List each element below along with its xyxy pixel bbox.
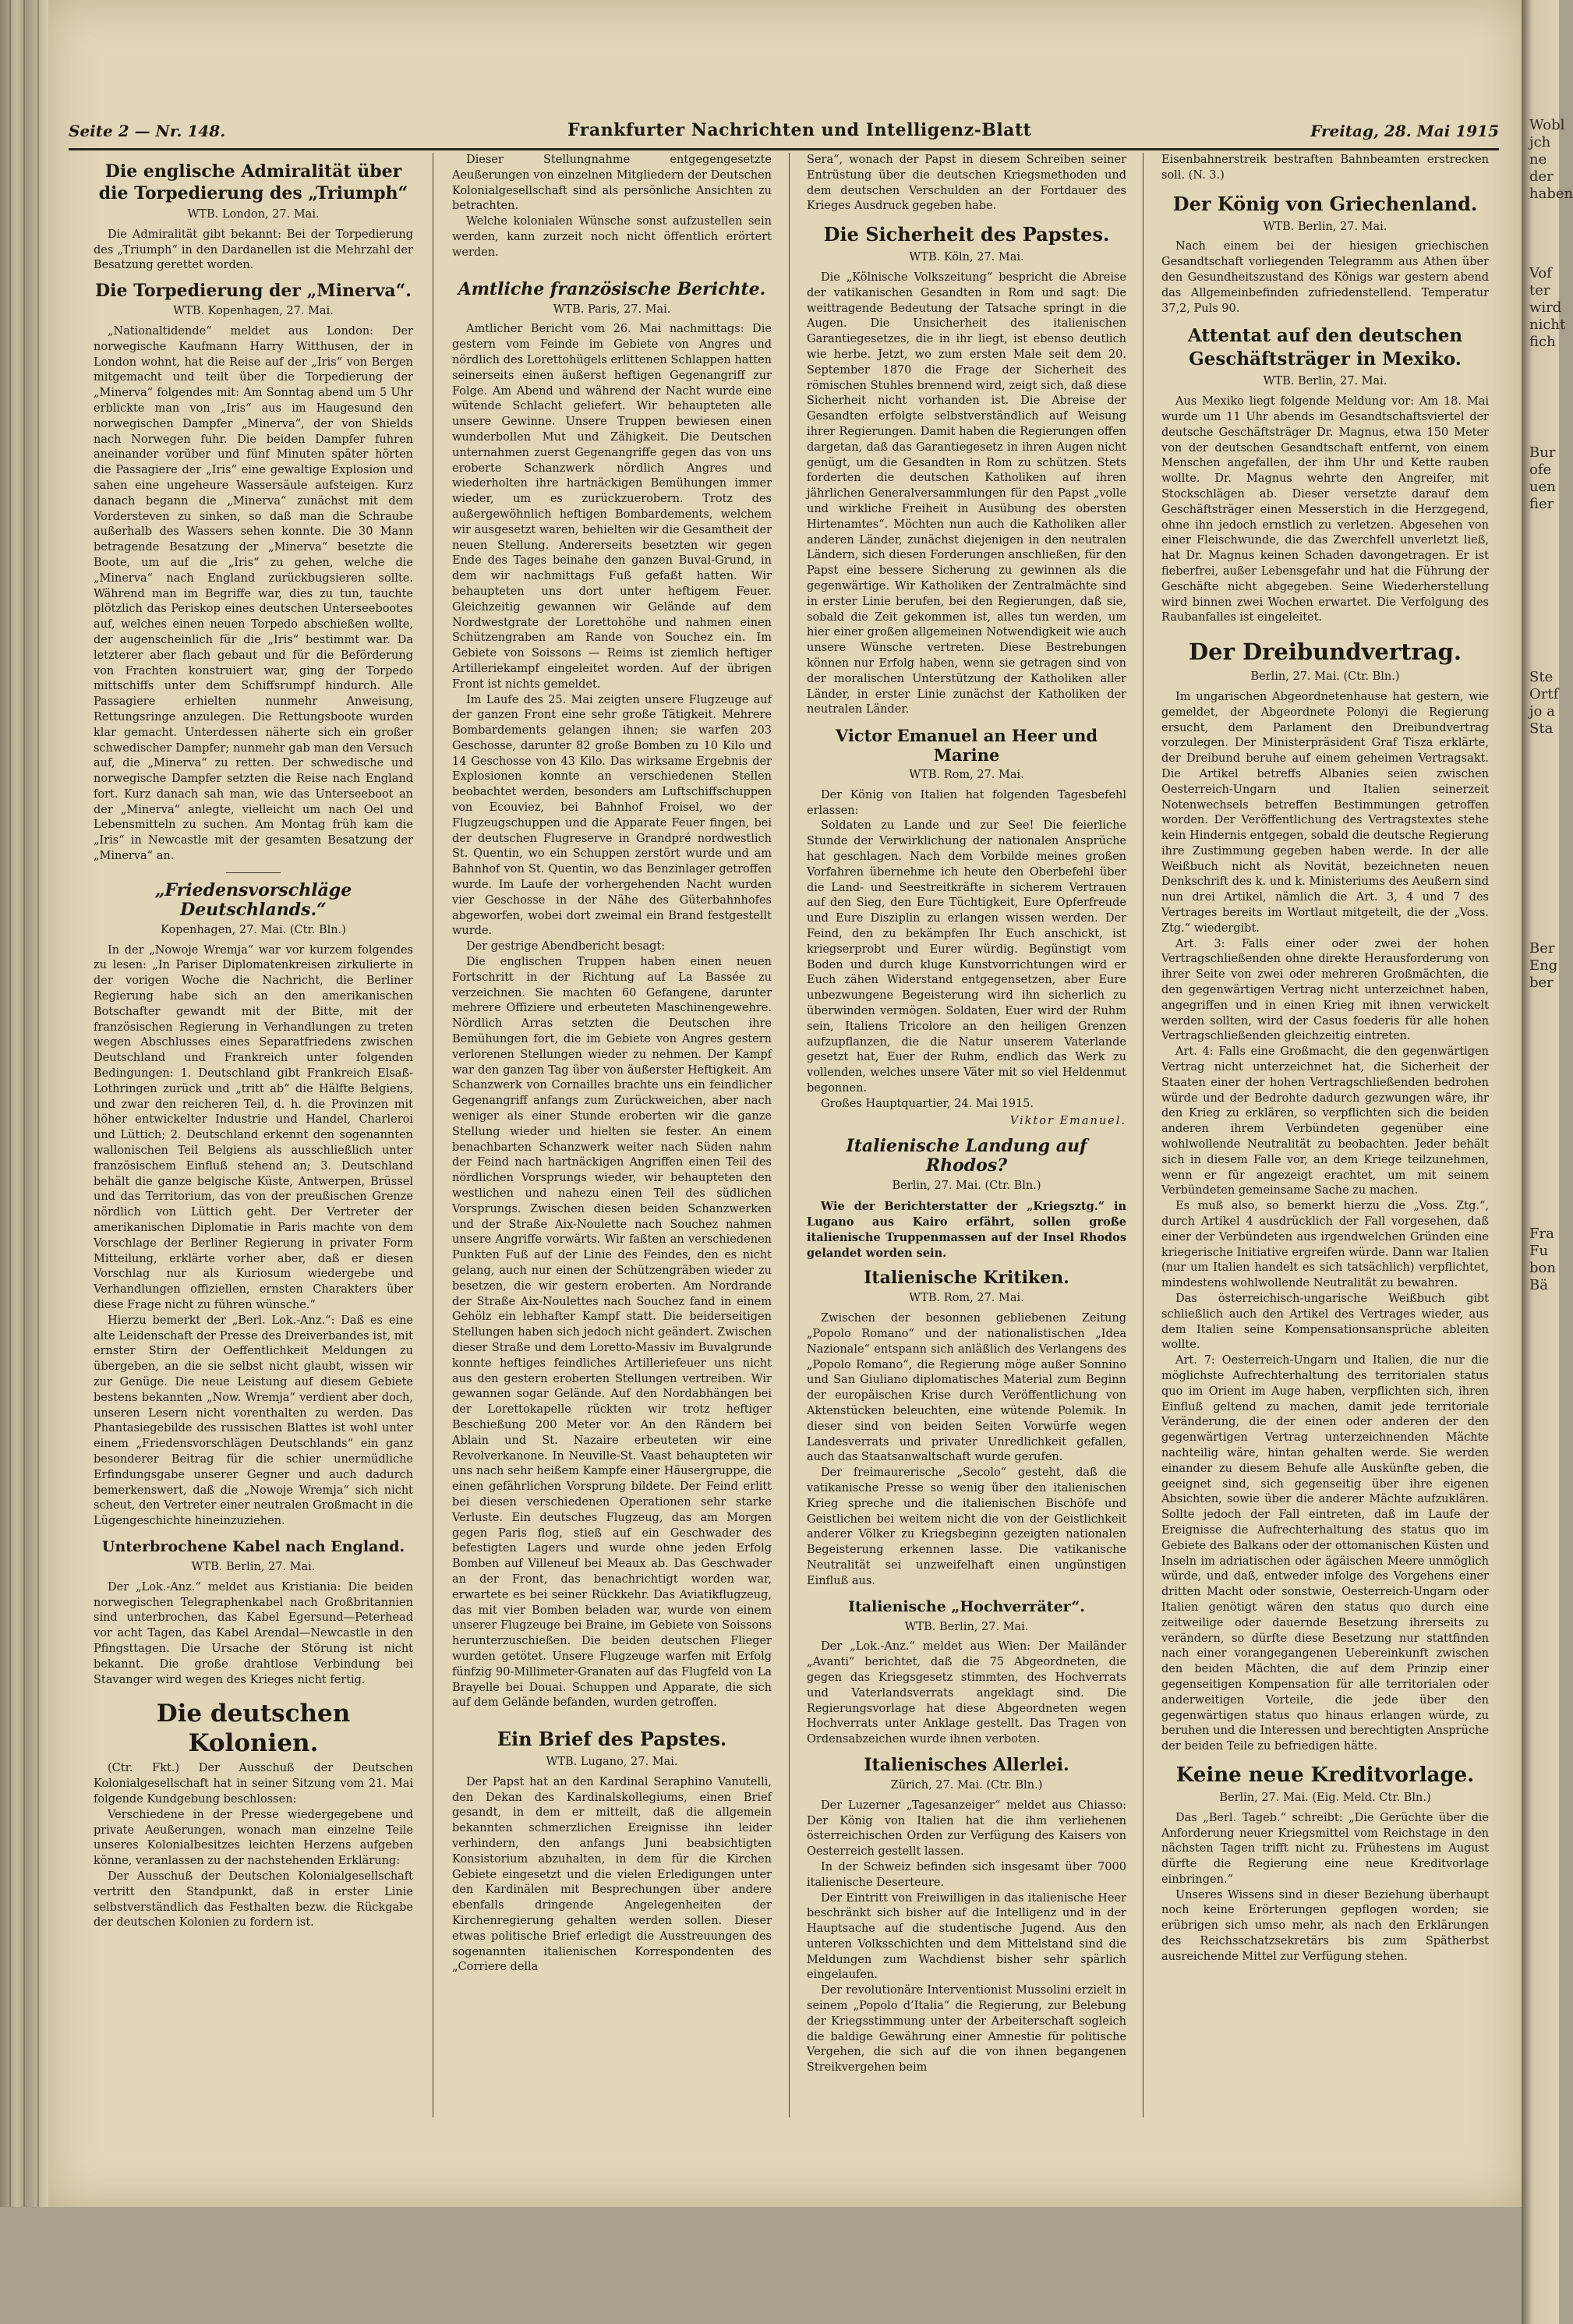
- dateline: Berlin, 27. Mai. (Ctr. Bln.): [892, 1180, 1041, 1193]
- dateline: WTB. Rom, 27. Mai.: [909, 1292, 1024, 1305]
- binding-edge: [37, 0, 39, 2207]
- next-page-fragment: Ste: [1529, 669, 1554, 685]
- column-1: [94, 153, 413, 2114]
- article-paragraph: (Ctr. Fkt.) Der Ausschuß der Deutschen Kolonialgesellschaft hat in seiner Sitzung vom 21. Mai folgende Kundgebung beschlossen:: [94, 1762, 413, 1806]
- column-3: [807, 153, 1126, 2114]
- article-paragraph: Es muß also, so bemerkt hierzu die „Voss. Ztg.“, durch Artikel 4 ausdrücklich der Fall vorgesehen, daß einer der Verbündeten aus irgendwelchen Gründen eine kriegerische Initiative ergreifen würde. Dann war Italien (nur um Italien handelt es sich tatsächlich) verpflichtet, mindestens wohlwollende Neutralität zu bewahren.: [1161, 1200, 1489, 1290]
- headline: Ein Brief des Papstes.: [497, 1728, 727, 1751]
- dateline: WTB. Rom, 27. Mai.: [909, 769, 1024, 782]
- article-paragraph: Der gestrige Abendbericht besagt:: [466, 940, 666, 953]
- next-page-fragment: jo a: [1529, 703, 1555, 720]
- article-paragraph: Sera“, wonach der Papst in diesem Schreiben seiner Entrüstung über die deutschen Kriegsmethoden und dem deutschen Verschulden an der Fortdauer des Krieges Ausdruck gegeben habe.: [807, 154, 1126, 213]
- article-paragraph: Der Ausschuß der Deutschen Kolonialgesellschaft vertritt den Standpunkt, daß in erster Linie selbstverständlich das Festhalten bezw. die Rückgabe der deutschen Kolonien zu fordern ist.: [94, 1869, 413, 1930]
- article-paragraph: Im Laufe des 25. Mai zeigten unsere Flugzeuge auf der ganzen Front eine sehr große Tätigkeit. Mehrere Bombardements gelangen ihnen; sie warfen 203 Geschosse, darunter 82 große Bomben zu 10 Kilo und 14 Geschosse von 43 Kilo. Das wirksame Ergebnis der Explosionen konnte an verschiedenen Stellen beobachtet werden, besonders am Luftschiffschuppen von Ecouviez, bei Bahnhof Froisel, wo der Flugzeugschuppen und die Apparate Feuer fingen, bei der deutschen Flugreserve in Grandpré nordwestlich St. Quentin, wo ein Schuppen zerstört wurde und am Bahnhof von St. Quentin, wo das Benzinlager getroffen wurde. Im Laufe der vorhergehenden Nacht wurden vier Geschosse in der Nähe des Güterbahnhofes abgeworfen, wobei dort zweimal ein Brand festgestellt wurde.: [452, 693, 772, 938]
- article-paragraph: Amtlicher Bericht vom 26. Mai nachmittags: Die gestern vom Feinde im Gebiete von Angres und nördlich des Lorettohügels erlittenen Schlappen hatten seinerseits einen äußerst heftigen Gegenangriff zur Folge. Am Abend und während der Nacht wurde eine wütende Schlacht geliefert. Wir behaupteten alle unsere Gewinne. Unsere Truppen bewiesen einen wunderbollen Mut und Zähigkeit. Die Deutschen unternahmen zuerst Gegenangriffe gegen das von uns eroberte Schanzwerk nördlich Angres und wiederholten ihre hartnäckigen Bemühungen immer wieder, um es zurückzuerobern. Trotz des außergewöhnlich heftigen Bombardements, welchem wir ausgesetzt waren, behielten wir die Gesamtheit der neuen Stellung. Andererseits besetzten wir gegen Ende des Tages beinahe den ganzen Buval-Grund, in dem wir nachmittags Fuß gefaßt hatten. Wir behaupteten uns dort unter heftigem Feuer. Gleichzeitig gewannen wir Gelände auf dem Nordwestgrate der Lorettohöhe und nahmen einen Schützengraben am Rande von Souchez ein. Im Gebiete von Soissons — Reims ist ziemlich heftiger Artilleriekampf eingeleitet worden. Auf der übrigen Front ist nichts gemeldet.: [452, 323, 772, 691]
- article-paragraph: Zwischen der besonnen gebliebenen Zeitung „Popolo Romano“ und der nationalistischen „Idea Nazionale“ entspann sich anläßlich des Verlangens des „Popolo Romano“, die Regierung möge außer Sonnino und San Giuliano diplomatisches Material zum Beginn der europäischen Krise durch Veröffentlichung von Aktenstücken beleuchten, eine wütende Polemik. In dieser sind von beiden Seiten Vorwürfe wegen Landesverrats und privater Unredlichkeit gefallen, auch das Staatsanwaltschaft wurde gerufen.: [807, 1312, 1126, 1464]
- dateline: WTB. Kopenhagen, 27. Mai.: [173, 305, 334, 318]
- dateline: WTB. Berlin, 27. Mai.: [191, 1560, 316, 1573]
- headline: Italienische „Hochverräter“.: [848, 1597, 1085, 1615]
- article-paragraph: Nach einem bei der hiesigen griechischen Gesandtschaft vorliegenden Telegramm aus Athen über den Gesundheitszustand des Königs war gestern abend das Allgemeinbefinden zufriedenstellend. Temperatur 37,2, Puls 90.: [1161, 240, 1489, 315]
- next-page-fragment: haben: [1529, 186, 1573, 202]
- article-paragraph: Der König von Italien hat folgenden Tagesbefehl erlassen:: [807, 788, 1126, 817]
- dateline: Berlin, 27. Mai. (Ctr. Bln.): [1250, 670, 1400, 684]
- article-paragraph: In der „Nowoje Wremja“ war vor kurzem folgendes zu lesen: „In Pariser Diplomatenkreisen zirkulierte in der vorigen Woche die Nachricht, die Berliner Regierung habe sich an den amerikanischen Botschafter gewandt mit der Bitte, mit der französischen Regierung in Verhandlungen zu treten wegen Abschlusses eines Separatfriedens zwischen Deutschland und Frankreich unter folgenden Bedingungen: 1. Deutschland gibt Frankreich Elsaß-Lothringen zurück und „tritt ab“ die Hälfte Belgiens, und zwar den reicheren Teil, d. h. die Provinzen mit höher entwickelter Industrie und Handel, Charleroi und Lüttich; 2. Deutschland erkennt den sogenannten wallonischen Teil Belgiens als ausschließlich unter französischem Einfluß stehend an; 3. Deutschland behält die ganze belgische Küste, Antwerpen, Brüssel und das Territorium, das von der preußischen Grenze nördlich von Lüttich geht. Der Vertreter der amerikanischen Diplomatie in Paris machte von dem Vorschlage der Berliner Regierung in privater Form Mitteilung, erklärte vorher aber, daß er diesen Vorschlag nur als Kuriosum wiedergebe und Verhandlungen offiziellen, ernsten Charakters über diese Frage nicht zu führen wünsche.“: [94, 943, 413, 1311]
- article-paragraph: Soldaten zu Lande und zur See! Die feierliche Stunde der Verwirklichung der nationalen Ansprüche hat geschlagen. Nach dem Vorbilde meines großen Vorfahren übernehme ich heute den Oberbefehl über die Land- und Seestreitkräfte in sicherem Vertrauen auf den Sieg, den Eure Tüchtigkeit, Eure Opferfreude und Eure Disziplin zu erlangen wissen werden. Der Feind, den zu bekämpfen Ihr Euch anschickt, ist kriegserprobt und Eurer würdig. Begünstigt vom Boden und durch kluge Kunstvorrichtungen wird er Euch zähen Widerstand entgegensetzen, aber Eure unbezwungene Begeisterung wird ihn sicherlich zu überwinden vermögen. Soldaten, Euer wird der Ruhm sein, Italiens Tricolore an den heiligen Grenzen aufzupflanzen, die die Natur unserem Vaterlande gesetzt hat, Euer der Ruhm, endlich das Werk zu vollenden, welches unsere Väter mit so viel Heldenmut begonnen.: [807, 819, 1126, 1095]
- dateline: WTB. Berlin, 27. Mai.: [904, 1620, 1029, 1633]
- next-page-fragment: wird: [1529, 299, 1562, 316]
- article-paragraph: Das „Berl. Tageb.“ schreibt: „Die Gerüchte über die Anforderung neuer Kriegsmittel vom Reichstage in den nächsten Tagen trifft nicht zu. Frühestens im August dürfte die Regierung eine neue Kreditvorlage einbringen.“: [1161, 1811, 1489, 1886]
- masthead: [69, 117, 1499, 150]
- next-page-fragment: nicht: [1529, 317, 1566, 333]
- article-paragraph: Unseres Wissens sind in dieser Beziehung überhaupt noch keine Erörterungen gepflogen worden; sie erübrigen sich umso mehr, als nach den Erklärungen des Reichsschatzsekretärs bis zum Spätherbst ausreichende Mittel zur Verfügung stehen.: [1161, 1888, 1489, 1963]
- article-paragraph: Der Papst hat an den Kardinal Seraphino Vanutelli, den Dekan des Kardinalskollegiums, einen Brief gesandt, in dem er mitteilt, daß die allgemein bekannten schmerzlichen Ereignisse ihn leider verhindern, den anfangs Juni beabsichtigten Konsistorium abzuhalten, in dem für die Kirchen Gebiete eingesetzt und die vielen Erledigungen unter den Kardinälen mit Besprechungen über andere ebenfalls dringende Angelegenheiten der Kirchenregierung gehalten werden sollen. Dieser etwas politische Brief erledigt die Ausstreuungen des sogenannten italienischen Korrespondenten des „Corriere della: [452, 1775, 772, 1974]
- next-page-fragment: bon: [1529, 1260, 1556, 1276]
- column-rule: [789, 153, 790, 2117]
- article-paragraph: Aus Mexiko liegt folgende Meldung vor: Am 18. Mai wurde um 11 Uhr abends im Gesandtschaftsviertel der deutsche Geschäftsträger Dr. Magnus, etwa 150 Meter von der deutschen Gesandtschaft entfernt, von einem Menschen angefallen, der ihm Uhr und Kette rauben wollte. Dr. Magnus wehrte den Angreifer, mit Stockschlägen ab. Dieser versetzte darauf dem Geschäftsträger einen Messerstich in die Herzgegend, ohne ihn jedoch ernstlich zu verletzen. Abgesehen von einer Fleischwunde, die das Zwerchfell unverletzt ließ, hat Dr. Magnus keinen Schaden davongetragen. Er ist fieberfrei, außer Lebensgefahr und hat die Führung der Geschäfte nicht abgegeben. Seine Wiederherstellung wird binnen zwei Wochen erwartet. Die Verfolgung des Raubanfalles ist eingeleitet.: [1161, 395, 1489, 624]
- dateline: WTB. Lugano, 27. Mai.: [546, 1756, 678, 1769]
- column-4: [1161, 153, 1489, 2114]
- article-paragraph: Hierzu bemerkt der „Berl. Lok.-Anz.“: Daß es eine alte Leidenschaft der Presse des Dreiverbandes ist, mit ernster Stirn der Oeffentlichkeit Meldungen zu übergeben, an die sie selbst nicht glaubt, wissen wir zur Genüge. Die neue Leistung auf diesem Gebiete bestens bekannten „Now. Wremja“ verdient aber doch, unseren Lesern nicht vorenthalten zu werden. Das Phantasiegebilde des russischen Blattes ist wohl unter einem „Friedensvorschlägen Deutschlands“ ein ganz besonderer Beitrag für die schier unermüdliche Erfindungsgabe unserer Gegner und auch dadurch bemerkenswert, daß die „Nowoje Wremja“ sich nicht scheut, den Vertreter einer neutralen Großmacht in die Lügengeschichte hineinzuziehen.: [94, 1314, 413, 1528]
- next-page-fragment: Sta: [1529, 720, 1554, 737]
- headline: Attentat auf den deutschen Geschäftsträger in Mexiko.: [1187, 325, 1463, 370]
- article-paragraph: Der „Lok.-Anz.“ meldet aus Wien: Der Mailänder „Avanti“ berichtet, daß die 75 Abgeordneten, die gegen das Kriegsgesetz stimmten, des Hochverrats und Vaterlandsverrats angeklagt sind. Die Regierungsvorlage hat diese Abgeordneten wegen Hochverrats unter Anklage gestellt. Das Tragen von Ordensabzeichen wurde ihnen verboten.: [807, 1640, 1126, 1746]
- column-2: [452, 153, 772, 2114]
- newspaper-title: Frankfurter Nachrichten und Intelligenz-Blatt: [567, 120, 1032, 140]
- article-paragraph: Art. 7: Oesterreich-Ungarn und Italien, die nur die möglichste Aufrechterhaltung des territorialen status quo im Orient im Auge haben, verpflichten sich, ihren Einfluß geltend zu machen, damit jede territoriale Veränderung, die der einen oder anderen der den gegenwärtigen Vertrag unterzeichnenden Mächte nachteilig wäre, hintan gehalten werde. Sie werden einander zu diesem Behufe alle Auskünfte geben, die geeignet sind, sich gegenseitig über ihre eigenen Absichten, sowie über die anderer Mächte aufzuklären. Sollte jedoch der Fall eintreten, daß im Laufe der Ereignisse die Aufrechterhaltung des status quo im Gebiete des Balkans oder der ottomanischen Küsten und Inseln im adriatischen oder ägäischen Meere unmöglich würde, und daß, entweder infolge des Vorgehens einer dritten Macht oder sonstwie, Oesterreich-Ungarn oder Italien genötigt wären den status quo durch eine zeitweilige oder dauernde Besetzung ihrerseits zu verändern, so dürfte diese Besetzung nur stattfinden nach einer vorangegangenen Uebereinkunft zwischen den beiden Mächten, die auf dem Prinzip einer gegenseitigen Kompensation für alle territorialen oder anderweitigen Vorteile, die jede über den gegenwärtigen status quo hinaus erlangen würde, zu beruhen und die Interessen und berechtigten Ansprüche der beiden Teile zu befriedigen hätte.: [1161, 1354, 1489, 1753]
- article-paragraph: Die Admiralität gibt bekannt: Bei der Torpedierung des „Triumph“ in den Dardanellen ist die Mehrzahl der Besatzung gerettet worden.: [94, 228, 413, 272]
- article-paragraph: Die englischen Truppen haben einen neuen Fortschritt in der Richtung auf La Bassée zu verzeichnen. Sie machten 60 Gefangene, darunter mehrere Offiziere und erbeuteten Maschinengewehre. Nördlich Arras setzten die Deutschen ihre Bemühungen fort, die im Gebiete von Angres gestern verlorenen Stellungen wieder zu nehmen. Der Kampf war den ganzen Tag über von äußerster Heftigkeit. Am Schanzwerk von Cornailles brachte uns ein feindlicher Gegenangriff anfangs zum Zurückweichen, aber nach weniger als einer Stunde eroberten wir die ganze Stellung wieder und hielten sie fester. An einem benachbarten Schanzwerk weiter nach Süden nahm der Feind nach hartnäckigen Angriffen einen Teil des nördlichen Vorsprungs wieder, wir behaupteten den westlichen und nahezu einen Teil des südlichen Vorsprungs. Zwischen diesen beiden Schanzwerken und der Straße Aix-Noulette nach Souchez nahmen unsere Angriffe vorwärts. Wir faßten an verschiedenen Punkten Fuß auf der Linie des Feindes, den es nicht gelang, auch nur einen der Schützengräben wieder zu besetzen, die wir gestern eroberten. Am Nordrande der Straße Aix-Noulettes nach Souchez fand in einem Gehölz ein lebhafter Kampf statt. Die beiderseitigen Stellungen haben sich jedoch nicht geändert. Zwischen dieser Straße und dem Loretto-Massiv im Buvalgrunde konnte heftiges feindliches Artilleriefeuer uns nicht aus den gestern eroberten Stellungen vertreiben. Wir gewannen sogar Gelände. Auf den Nordabhängen bei der Lorettokapelle rückten wir trotz heftiger Beschießung 200 Meter vor. An den Rändern bei Ablain und St. Nazaire erbeuteten wir eine Revolverkanone. In Neuville-St. Vaast behaupteten wir uns nach sehr heißem Kampfe einer Häusergruppe, die einen gefährlichen Vorsprung bildete. Der Feind erlitt bei diesen verschiedenen Operationen sehr starke Verluste. Ein deutsches Flugzeug, das am Morgen gegen Paris flog, stieß auf ein Geschwader des befestigten Lagers und wurde ohne jeden Erfolg Bomben auf Villeneuf bei Meaux ab. Das Geschwader an der Front, das benachrichtigt worden war, erwartete es bei seiner Rückkehr. Das Aviatikflugzeug, das mit vier Bomben beladen war, wurde von einem unserer Flugzeuge bei Braine, im Gebiete von Soissons herunterzuschießen. Die beiden deutschen Flieger wurden getötet. Unsere Flugzeuge warfen mit Erfolg fünfzig 90-Millimeter-Granaten auf das Flugfeld von La Brayelle bei Douai. Schuppen und Apparate, die sich auf dem Gelände befanden, wurden getroffen.: [452, 956, 772, 1710]
- next-page-fragment: Fra: [1529, 1226, 1554, 1242]
- article-paragraph: Der freimaurerische „Secolo“ gesteht, daß die vatikanische Presse so wenig über den italienischen Krieg spreche und die italienischen Bischöfe und Geistlichen bei weitem nicht die von der Geistlichkeit anderer Völker zu Kriegsbeginn gezeigten nationalen Begeisterung erkennen lasse. Die vatikanische Neutralität sei unzweifelhaft einen ungünstigen Einfluß aus.: [807, 1466, 1126, 1587]
- article-paragraph: Dieser Stellungnahme entgegengesetzte Aeußerungen von einzelnen Mitgliedern der Deutschen Kolonialgesellschaft sind als persönliche Ansichten zu betrachten.: [452, 154, 772, 213]
- next-page-fragment: ne: [1529, 151, 1547, 168]
- article-paragraph: „Nationaltidende“ meldet aus London: Der norwegische Kaufmann Harry Witthusen, der in London wohnt, hat die Reise auf der „Iris“ von Bergen mitgemacht und teilt über die Torpedierung der „Minerva“ folgendes mit: Am Sonntag abend um 5 Uhr erblickte man von „Iris“ aus im Haugesund den norwegischen Dampfer „Minerva“, der von Shields nach Norwegen fuhr. Die beiden Dampfer fuhren aneinander vorüber und fünf Minuten später hörten die Passagiere der „Iris“ eine gewaltige Explosion und sahen eine ungeheure Wassersäule aufsteigen. Kurz danach begann die „Minerva“ zunächst mit dem Vordersteven zu sinken, so daß man die Schraube außerhalb des Wassers sehen konnte. Die 30 Mann betragende Besatzung der „Minerva“ besetzte die Boote, um auf die „Iris“ zu gehen, welche die „Minerva“ nach England zurückbugsieren sollte. Während man im Begriffe war, dies zu tun, tauchte plötzlich das Periskop eines deutschen Unterseebootes auf, welches einen neuen Torpedo abschießen wollte, der augenscheinlich für die „Iris“ bestimmt war. Da letzterer aber flach gebaut und für die Beförderung von Frachten konstruiert war, ging der Torpedo mittschiffs unter dem Schiffsrumpf hindurch. Alle Passagiere erhielten nunmehr Anweisung, Rettungsringe anzulegen. Die Rettungsboote wurden klar gemacht. Unterdessen näherte sich ein großer schwedischer Dampfer; nunmehr gab man den Versuch auf, die „Minerva“ zu retten. Der schwedische und norwegische Dampfer setzten die Reise nach England fort. Kurz danach sah man, wie das Unterseeboot an der „Minerva“ anlegte, vielleicht um nach Oel und Lebensmitteln zu suchen. Am Montag früh kam die „Iris“ in Newcastle mit der gesamten Besatzung der „Minerva“ an.: [94, 324, 413, 863]
- dateline: Kopenhagen, 27. Mai. (Ctr. Bln.): [161, 923, 346, 936]
- dateline: WTB. Berlin, 27. Mai.: [1263, 220, 1387, 233]
- next-page-fragment: fich: [1529, 334, 1556, 350]
- next-page-fragment: Eng: [1529, 957, 1558, 974]
- article-paragraph: Großes Hauptquartier, 24. Mai 1915.: [821, 1097, 1034, 1110]
- next-page-fragment: ter: [1529, 282, 1550, 299]
- headline: „Friedensvorschläge Deutschlands.“: [154, 879, 352, 920]
- next-page-fragment: ofe: [1529, 462, 1552, 478]
- headline: Die Torpedierung der „Minerva“.: [95, 281, 412, 302]
- next-page-fragment: Wobl: [1529, 117, 1565, 133]
- article-paragraph: Wie der Berichterstatter der „Kriegsztg.“ in Lugano aus Kairo erfährt, sollen große italienische Truppenmassen auf der Insel Rhodos gelandet worden sein.: [807, 1200, 1126, 1260]
- next-page-fragment: Fu: [1529, 1243, 1549, 1259]
- issue-date: Freitag, 28. Mai 1915: [1310, 122, 1499, 140]
- signature: Viktor Emanuel.: [1009, 1114, 1126, 1127]
- article-paragraph: Verschiedene in der Presse wiedergegebene und private Aeußerungen, wonach man einzelne Teile unseres Kolonialbesitzes leichten Herzens aufgeben könne, veranlassen zu der nachstehenden Erklärung:: [94, 1808, 413, 1868]
- headline: Der König von Griechenland.: [1172, 192, 1478, 215]
- headline: Die Sicherheit des Papstes.: [823, 223, 1110, 246]
- dateline: WTB. London, 27. Mai.: [187, 208, 320, 221]
- next-page-fragment: der: [1529, 168, 1554, 185]
- headline: Italienisches Allerlei.: [864, 1754, 1069, 1775]
- next-page-fragment: jch: [1529, 134, 1551, 150]
- next-page-fragment: fier: [1529, 496, 1554, 512]
- headline: Keine neue Kreditvorlage.: [1175, 1763, 1475, 1787]
- page-number: Seite 2 — Nr. 148.: [69, 122, 226, 140]
- article-paragraph: Der „Lok.-Anz.“ meldet aus Kristiania: Die beiden norwegischen Telegraphenkabel nach Großbritannien sind unterbrochen, das Kabel Egersund—Peterhead vor acht Tagen, das Kabel Arendal—Newcastle in den Pfingsttagen. Die Ursache der Störung ist nicht bekannt. Die große drahtlose Verbindung bei Stavanger wird wegen des Krieges nicht fertig.: [94, 1580, 413, 1686]
- headline: Victor Emanuel an Heer und Marine: [835, 726, 1098, 766]
- article-separator: [226, 872, 281, 873]
- binding-edge: [23, 0, 25, 2207]
- article-paragraph: Die „Kölnische Volkszeitung“ bespricht die Abreise der vatikanischen Gesandten in Rom und sagt: Die weittragende Bedeutung der Tatsache springt in die Augen. Die Unsicherheit des italienischen Garantiegesetzes, die in ihr liegt, ist ebenso deutlich wie herbe. Jetzt, wo zum ersten Male seit dem 20. September 1870 die Frage der Sicherheit des römischen Stuhles brennend wird, zeigt sich, daß diese Sicherheit nicht vorhanden ist. Die Abreise der Gesandten erfolgte selbstverständlich auf Weisung ihrer Regierungen. Damit haben die Regierungen offen dargetan, daß das Garantiegesetz in ihren Augen nicht genügt, um die Gesandten in Rom zu schützen. Stets forderten die deutschen Katholiken auf ihren jährlichen Generalversammlungen für den Papst „volle und wirkliche Freiheit in Ausübung des obersten Hirtenamtes“. Möchten nun auch die Katholiken aller anderen Länder, zunächst diejenigen in den neutralen Ländern, sich diesen Forderungen anschließen, für den Papst eine bessere Sicherung zu gewinnen als die gegenwärtige. Wir Katholiken der Zentralmächte sind in erster Linie berufen, bei den Regierungen, daß sie, sobald die Zeit gekommen ist, alles tun werden, um hier einer großen allgemeinen Notwendigkeit wie auch unsere Wünsche vertreten. Diese Bestrebungen können nur Erfolg haben, wenn sie getragen sind von der moralischen Unterstützung der Katholiken aller Länder, in erster Linie zunächst der Katholiken der neutralen Länder.: [807, 271, 1126, 716]
- dateline: Berlin, 27. Mai. (Eig. Meld. Ctr. Bln.): [1219, 1791, 1431, 1804]
- article-paragraph: In der Schweiz befinden sich insgesamt über 7000 italienische Deserteure.: [807, 1860, 1126, 1889]
- headline: Amtliche französische Berichte.: [458, 278, 766, 299]
- article-paragraph: Im ungarischen Abgeordnetenhause hat gestern, wie gemeldet, der Abgeordnete Polonyi die Regierung ersucht, dem Parlament den Dreibundvertrag vorzulegen. Der Ministerpräsident Graf Tisza erklärte, der Dreibund beruhe auf einem geheimen Vertragsakt. Die Artikel betreffs Albanies seien zwischen Oesterreich-Ungarn und Italien seinerzeit Notenwechsels betreffen Bestimmungen getroffen worden. Der Veröffentlichung des Vertragstextes stehe kein Hindernis entgegen, sobald die deutsche Regierung ihre Zustimmung gegeben haben werde. In der alle Weißbuch nicht als Novität, bezeichneten neuen Denkschrift des k. und k. Ministeriums des Aeußern sind nun drei Artikel, nämlich die Art. 3, 4 und 7 des Vertrages bereits im Wortlaut mitgeteilt, die der „Voss. Ztg.“ wiedergibt.: [1161, 690, 1489, 935]
- headline: Die deutschen Kolonien.: [156, 1700, 351, 1758]
- headline: Italienische Landung auf Rhodos?: [846, 1136, 1087, 1176]
- dateline: WTB. Berlin, 27. Mai.: [1263, 375, 1387, 388]
- next-page-fragment: ber: [1529, 975, 1554, 991]
- next-page-fragment: Ortf: [1529, 686, 1559, 702]
- article-paragraph: Der Eintritt von Freiwilligen in das italienische Heer beschränkt sich bisher auf die Intelligenz und in der Hauptsache auf die studentische Jugend. Aus den unteren Volksschichten und dem Mittelstand sind die Meldungen zum Wachdienst bisher sehr spärlich eingelaufen.: [807, 1891, 1126, 1982]
- page-binding: [0, 0, 48, 2207]
- next-page-fragment: Vof: [1529, 265, 1552, 281]
- headline: Der Dreibundvertrag.: [1188, 638, 1462, 666]
- next-page-fragment: uen: [1529, 479, 1556, 495]
- next-page-fragment: Bur: [1529, 444, 1556, 461]
- article-paragraph: Welche kolonialen Wünsche sonst aufzustellen sein werden, kann zurzeit noch nicht öffentlich erörtert werden.: [452, 215, 772, 259]
- article-paragraph: Eisenbahnerstreik bestraften Bahnbeamten erstrecken soll. (N. 3.): [1161, 154, 1489, 182]
- next-page-fragment: Ber: [1529, 940, 1555, 957]
- dateline: WTB. Paris, 27. Mai.: [553, 302, 671, 316]
- headline: Italienische Kritiken.: [864, 1268, 1069, 1289]
- dateline: WTB. Köln, 27. Mai.: [909, 251, 1024, 264]
- headline: Unterbrochene Kabel nach England.: [101, 1537, 405, 1555]
- headline: Die englische Admiralität über die Torpedierung des „Triumph“: [98, 161, 408, 203]
- dateline: Zürich, 27. Mai. (Ctr. Bln.): [890, 1778, 1043, 1792]
- binding-edge: [9, 0, 11, 2207]
- article-paragraph: Der revolutionäre Interventionist Mussolini erzielt in seinem „Popolo d’Italia“ die Regierung, zur Belebung der Kriegsstimmung unter der Arbeiterschaft sogleich die baldige Gewährung einer Amnestie für politische Vergehen, die sich auf die von ihnen begangenen Streikvergehen beim: [807, 1984, 1126, 2075]
- article-paragraph: Art. 4: Falls eine Großmacht, die den gegenwärtigen Vertrag nicht unterzeichnet hat, die Sicherheit der Staaten einer der hohen Vertragschließenden bedrohen würde und der Bedrohte dadurch gezwungen wäre, ihr den Krieg zu erklären, so verpflichten sich die beiden anderen ihrem Verbündeten gegenüber eine wohlwollende Neutralität zu beobachten. Jeder behält sich in diesem Falle vor, an dem Kriege teilzunehmen, wenn er für angezeigt erachtet, um mit seinem Verbündeten gemeinsame Sache zu machen.: [1161, 1045, 1489, 1197]
- article-paragraph: Der Luzerner „Tagesanzeiger“ meldet aus Chiasso: Der König von Italien hat die ihm verliehenen österreichischen Orden zur Verfügung des Kaisers von Oesterreich gestellt lassen.: [807, 1799, 1126, 1859]
- article-paragraph: Das österreichisch-ungarische Weißbuch gibt schließlich auch den Artikel des Vertrages wieder, aus dem Italien seine Kompensationsansprüche ableiten wollte.: [1161, 1293, 1489, 1352]
- next-page-fragment: Bä: [1529, 1277, 1548, 1293]
- article-paragraph: Art. 3: Falls einer oder zwei der hohen Vertragschließenden ohne direkte Herausforderung von ihrer Seite von zwei oder mehreren Großmächten, die den gegenwärtigen Vertrag nicht unterzeichnet haben, angegriffen und in einen Krieg mit ihnen verwickelt werden sollten, wird der Casus foederis für alle hohen Vertragschließenden gleichzeitig eintreten.: [1161, 937, 1489, 1043]
- next-page-edge: [1522, 0, 1573, 2324]
- column-rule: [1143, 153, 1144, 2117]
